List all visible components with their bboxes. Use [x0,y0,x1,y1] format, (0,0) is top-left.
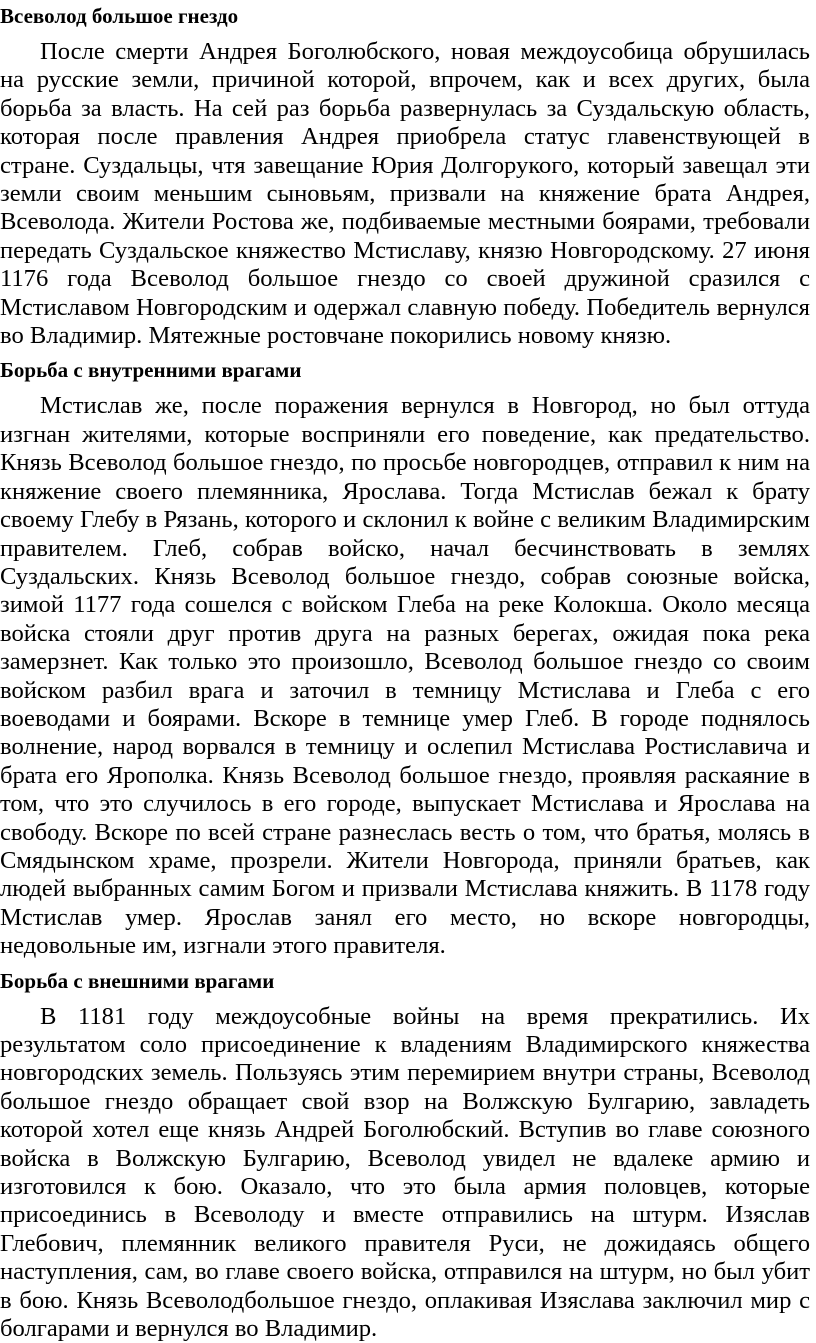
section-heading: Всеволод большое гнездо [0,4,239,28]
section-external-enemies [0,967,810,1343]
section-heading: Борьба с внешними врагами [0,968,275,993]
section-vsevolod [0,2,810,350]
spacer [0,995,810,1003]
spacer [0,384,810,392]
section-internal-enemies [0,356,810,960]
section-heading: Борьба с внутренними врагами [0,358,302,383]
section-paragraph: Мстислав же, после поражения вернулся в Новгород, но был оттуда изгнан жителями, которые восприняли его поведение, как предательство. Князь Всеволод большое гнездо, по просьбе новгородцев, отправил к ним на княжение своего племянника, Ярослава. Тогда Мстислав бежал к брату своему Глебу в Рязань, которого и склонил к войне с великим Владимирским правителем. Глеб, собрав войско, начал бесчинствовать в землях Суздальских. Князь Всеволод большое гнездо, собрав союзные войска, зимой 1177 года сошелся с войском Глеба на реке Колокша. Около месяца войска стояли друг против друга на разных берегах, ожидая пока река замерзнет. Как только это произошло, Всеволод большое гнездо со своим войском разбил врага и заточил в темницу Мстислава и Глеба с его воеводами и боярами. Вскоре в темнице умер Глеб. В городе поднялось волнение, народ ворвался в темницу и ослепил Мстислава Ростиславича и брата его Ярополка. Князь Всеволод большое гнездо, проявляя раскаяние в том, что это случилось в его городе, выпускает Мстислава и Ярослава на свободу. Вскоре по всей стране разнеслась весть о том, что братья, молясь в Смядынском храме, прозрели. Жители Новгорода, приняли братьев, как людей выбранных самим Богом и призвали Мстислава княжить. В 1178 году Мстислав умер. Ярослав занял его место, но вскоре новгородцы, недовольные им, изгнали этого правителя. [0,392,810,960]
spacer [0,30,810,38]
section-paragraph: После смерти Андрея Боголюбского, новая междоусобица обрушилась на русские земли, причиной которой, впрочем, как и всех других, была борьба за власть. На сей раз борьба развернулась за Суздальскую область, которая после правления Андрея приобрела статус главенствующей в стране. Суздальцы, чтя завещание Юрия Долгорукого, который завещал эти земли своим меньшим сыновьям, призвали на княжение брата Андрея, Всеволода. Жители Ростова же, подбиваемые местными боярами, требовали передать Суздальское княжество Мстиславу, князю Новгородскому. 27 июня 1176 года Всеволод большое гнездо со своей дружиной сразился с Мстиславом Новгородским и одержал славную победу. Победитель вернулся во Владимир. Мятежные ростовчане покорились новому князю. [0,38,810,350]
section-paragraph: В 1181 году междоусобные войны на время прекратились. Их результатом соло присоединение к владениям Владимирского княжества новгородских земель. Пользуясь этим перемирием внутри страны, Всеволод большое гнездо обращает свой взор на Волжскую Булгарию, завладеть которой хотел еще князь Андрей Боголюбский. Вступив во главе союзного войска в Волжскую Булгарию, Всеволод увидел не вдалеке армию и изготовился к бою. Оказало, что это была армия половцев, которые присоединись в Всеволоду и вместе отправились на штурм. Изяслав Глебович, племянник великого правителя Руси, не дожидаясь общего наступления, сам, во главе своего войска, отправился на штурм, но был убит в бою. Князь Всеволодбольшое гнездо, оплакивая Изяслава заключил мир с болгарами и вернулся во Владимир. [0,1002,810,1343]
